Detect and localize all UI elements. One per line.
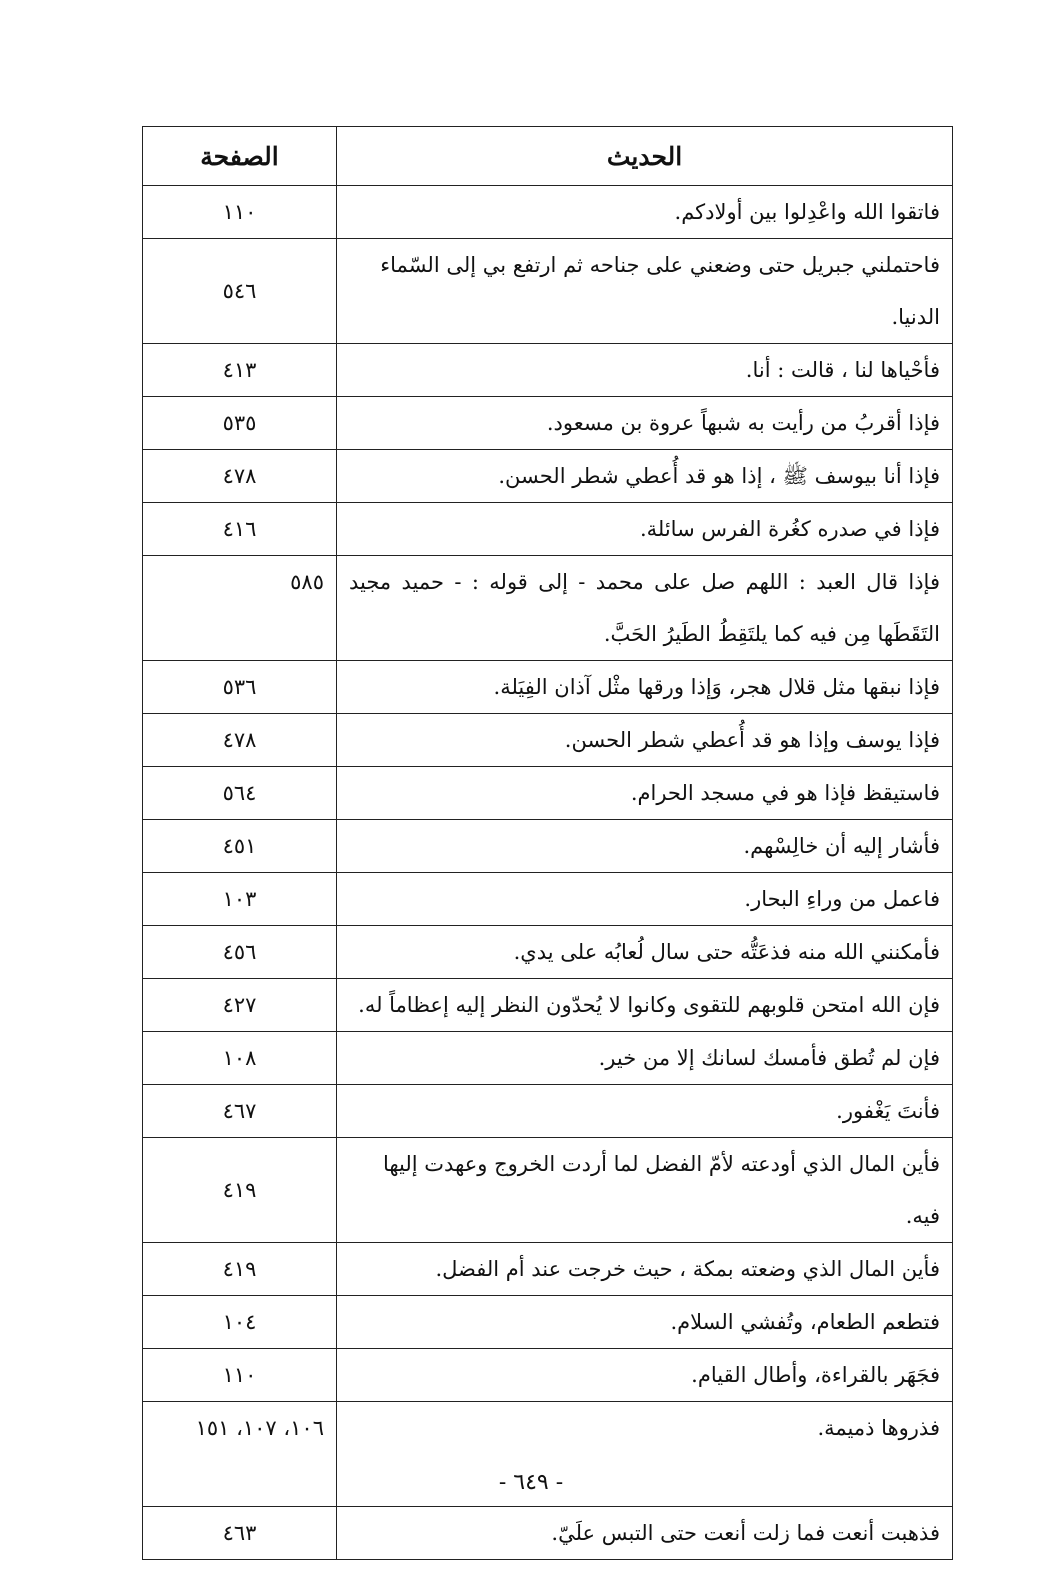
page-ref: ٤١٩	[143, 1243, 337, 1296]
hadith-index-table	[142, 126, 953, 1560]
table-row	[143, 1349, 953, 1402]
page-ref: ٥٣٦	[143, 661, 337, 714]
hadith-text: فإذا في صدره كغُرة الفرس سائلة.	[337, 503, 953, 556]
page-ref: ١٠٨	[143, 1032, 337, 1085]
hadith-text: فذروها ذميمة.	[337, 1402, 953, 1507]
hadith-text: فإذا يوسف وإذا هو قد أُعطي شطر الحسن.	[337, 714, 953, 767]
page-ref: ٥٤٦	[143, 239, 337, 344]
table-row	[143, 1138, 953, 1243]
page-ref: ٥٣٥	[143, 397, 337, 450]
page-number: - ٦٤٩ -	[498, 1470, 564, 1495]
table-row	[143, 979, 953, 1032]
hadith-text: فإذا نبقها مثل قلال هجر، وَإذا ورقها مثْل آذان الفِيَلة.	[337, 661, 953, 714]
table-body	[143, 186, 953, 1560]
table-row	[143, 397, 953, 450]
table-row	[143, 1296, 953, 1349]
table-row	[143, 926, 953, 979]
page-ref: ٤٦٣	[143, 1507, 337, 1560]
table-row	[143, 873, 953, 926]
hadith-text: فأين المال الذي أودعته لأمّ الفضل لما أردت الخروج وعهدت إليها فيه.	[337, 1138, 953, 1243]
table-row	[143, 239, 953, 344]
table-row	[143, 450, 953, 503]
page-ref: ٥٨٥	[143, 556, 337, 661]
hadith-text: فجَهَر بالقراءة، وأطال القيام.	[337, 1349, 953, 1402]
page-ref: ٤٥٦	[143, 926, 337, 979]
table-row	[143, 556, 953, 661]
hadith-text: فأمكنني الله منه فذعَتُّه حتى سال لُعابُه على يدي.	[337, 926, 953, 979]
page-ref: ٥٦٤	[143, 767, 337, 820]
hadith-text: فأحْياها لنا ، قالت : أنا.	[337, 344, 953, 397]
page-ref: ٤٧٨	[143, 714, 337, 767]
page-ref: ١١٠	[143, 1349, 337, 1402]
hadith-text: فذهبت أنعت فما زلت أنعت حتى التبس علَيّ.	[337, 1507, 953, 1560]
hadith-text: فإن الله امتحن قلوبهم للتقوى وكانوا لا يُحدّون النظر إليه إعظاماً له.	[337, 979, 953, 1032]
table-row	[143, 1085, 953, 1138]
page-ref: ٤٧٨	[143, 450, 337, 503]
page-ref: ٤٥١	[143, 820, 337, 873]
hadith-text: فأشار إليه أن خالِسْهم.	[337, 820, 953, 873]
table-row	[143, 1243, 953, 1296]
hadith-text: فاستيقظ فإذا هو في مسجد الحرام.	[337, 767, 953, 820]
page-ref: ٤١٦	[143, 503, 337, 556]
hadith-text: فإذا قال العبد : اللهم صل على محمد - إلى قوله : - حميد مجيد التَقَطَها مِن فيه كما يلتَقِطُ الطَيرُ الحَبَّ.	[337, 556, 953, 661]
page-ref: ١٠٤	[143, 1296, 337, 1349]
page-ref: ١١٠	[143, 186, 337, 239]
hadith-text: فإن لم تُطق فأمسك لسانك إلا من خير.	[337, 1032, 953, 1085]
page-ref: ٤١٩	[143, 1138, 337, 1243]
table-row	[143, 714, 953, 767]
table-row	[143, 186, 953, 239]
table-row	[143, 1032, 953, 1085]
page-ref: ٤٦٧	[143, 1085, 337, 1138]
hadith-text: فاعمل من وراءِ البحار.	[337, 873, 953, 926]
header-page: الصفحة	[143, 127, 337, 186]
page-ref: ٤٢٧	[143, 979, 337, 1032]
page-ref: ١٠٣	[143, 873, 337, 926]
table-header-row	[143, 127, 953, 186]
table-row	[143, 503, 953, 556]
hadith-text: فإذا أقربُ من رأيت به شبهاً عروة بن مسعود.	[337, 397, 953, 450]
hadith-text: فاتقوا الله واعْدِلوا بين أولادكم.	[337, 186, 953, 239]
hadith-text: فإذا أنا بيوسف ﷺ ، إذا هو قد أُعطي شطر الحسن.	[337, 450, 953, 503]
table-row	[143, 661, 953, 714]
hadith-text: فتطعم الطعام، وتُفشي السلام.	[337, 1296, 953, 1349]
table-row	[143, 767, 953, 820]
header-hadith: الحديث	[337, 127, 953, 186]
table-row	[143, 820, 953, 873]
table-row	[143, 1507, 953, 1560]
hadith-text: فأنتَ يَغْفور.	[337, 1085, 953, 1138]
hadith-text: فأين المال الذي وضعته بمكة ، حيث خرجت عند أم الفضل.	[337, 1243, 953, 1296]
page-ref: ١٠٦، ١٠٧، ١٥١	[143, 1402, 337, 1507]
hadith-text: فاحتملني جبريل حتى وضعني على جناحه ثم ارتفع بي إلى السّماء الدنيا.	[337, 239, 953, 344]
table-row	[143, 344, 953, 397]
page-ref: ٤١٣	[143, 344, 337, 397]
